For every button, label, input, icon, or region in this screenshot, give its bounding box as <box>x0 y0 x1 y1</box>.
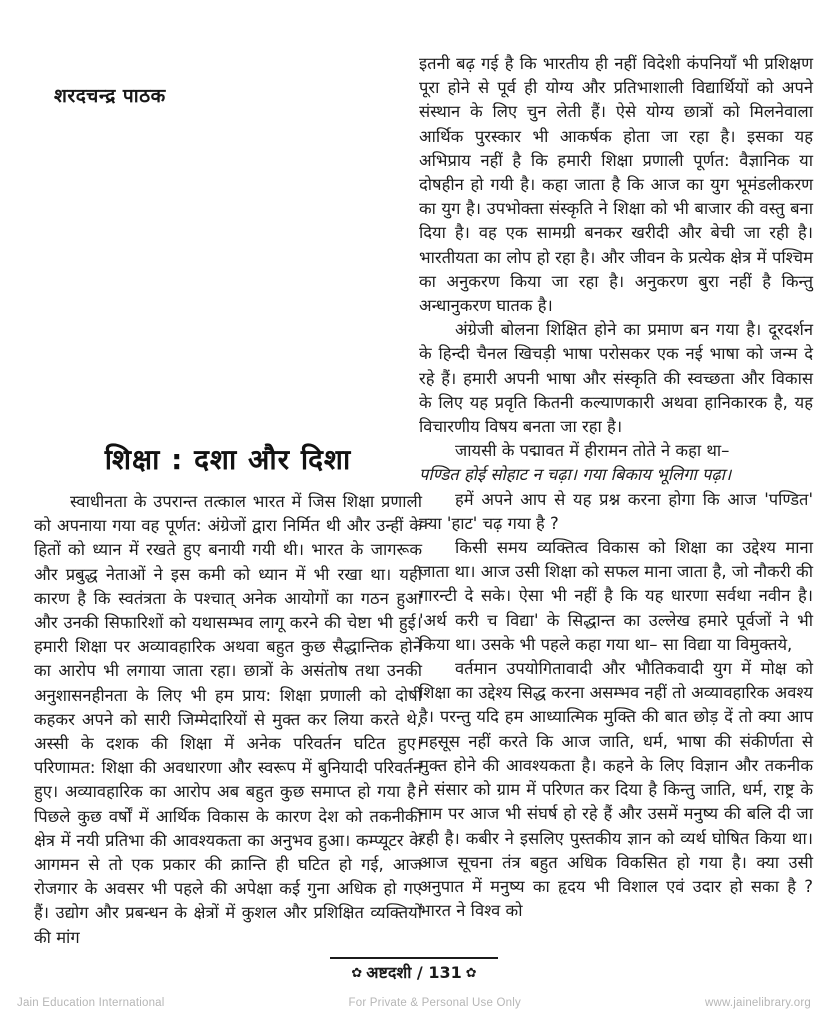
article-title: शिक्षा : दशा और दिशा <box>104 443 352 476</box>
right-column-paragraph-5: हमें अपने आप से यह प्रश्न करना होगा कि आज 'पण्डित' क्या 'हाट' चढ़ गया है ? <box>419 489 813 533</box>
right-column <box>419 52 813 923</box>
footer-rule <box>330 957 498 959</box>
publisher-credit: Jain Education International <box>17 997 165 1009</box>
right-column-paragraph-6: किसी समय व्यक्तित्व विकास को शिक्षा का उद्देश्य माना जाता था। आज उसी शिक्षा को सफल माना जाता है, जो नौकरी की गारन्टी दे सके। ऐसा भी नहीं है कि यह धारणा सर्वथा नवीन है। 'अर्थ करी च विद्या' के सिद्धान्त का उल्लेख हमारे पूर्वजों ने भी किया था। उसके भी पहले कहा गया था– सा विद्या या विमुक्तये, <box>419 538 813 654</box>
author-name: शरदचन्द्र पाठक <box>54 85 166 107</box>
left-column <box>34 440 422 950</box>
flower-ornament-icon: ✿ <box>465 966 477 981</box>
page-footer <box>0 957 828 983</box>
usage-notice: For Private & Personal Use Only <box>348 997 521 1009</box>
quoted-verse: पण्डित होई सोहाट न चढ़ा। गया बिकाय भूलिगा पढ़ा। <box>419 465 732 485</box>
flower-ornament-icon: ✿ <box>351 966 363 981</box>
right-column-paragraph-1: इतनी बढ़ गई है कि भारतीय ही नहीं विदेशी कंपनियाँ भी प्रशिक्षण पूरा होने से पूर्व ही योग्य और प्रतिभाशाली विद्यार्थियों को अपने संस्थान के लिए चुन लेती हैं। ऐसे योग्य छात्रों को मिलनेवाला आर्थिक पुरस्कार भी आकर्षक होता जा रहा है। इसका यह अभिप्राय नहीं है कि हमारी शिक्षा प्रणाली पूर्णत: वैज्ञानिक या दोषहीन हो गयी है। कहा जाता है कि आज का युग भूमंडलीकरण का युग है। उपभोक्ता संस्कृति ने शिक्षा को भी बाजार की वस्तु बना दिया है। वह एक सामग्री बनकर खरीदी और बेची जा रही है। भारतीयता का लोप हो रहा है। और जीवन के प्रत्येक क्षेत्र में पश्चिम का अनुकरण किया जा रहा है। अनुकरण बुरा नहीं है किन्तु अन्धानुकरण घातक है। <box>419 54 813 316</box>
left-column-paragraph: स्वाधीनता के उपरान्त तत्काल भारत में जिस शिक्षा प्रणाली को अपनाया गया वह पूर्णत: अंग्रेजों द्वारा निर्मित थी और उन्हीं के हितों को ध्यान में रखते हुए बनायी गयी थी। भारत के जागरूक और प्रबुद्ध नेताओं ने इस कमी को ध्यान में भी रखा था। यही कारण है कि स्वतंत्रता के पश्चात् अनेक आयोगों का गठन हुआ और उनकी सिफारिशों को यथासम्भव लागू करने की चेष्टा भी हुई। हमारी शिक्षा पर अव्यावहारिक अथवा बहुत कुछ सैद्धान्तिक होने का आरोप भी लगाया जाता रहा। छात्रों के असंतोष तथा उनकी अनुशासनहीनता के लिए भी हम प्राय: शिक्षा प्रणाली को दोषी कहकर अपने को सारी जिम्मेदारियों से मुक्त कर लिया करते थे, अस्सी के दशक की शिक्षा में अनेक परिवर्तन घटित हुए। परिणामत: शिक्षा की अवधारणा और स्वरूप में बुनियादी परिवर्तन हुए। अव्यावहारिक का आरोप अब बहुत कुछ समाप्त हो गया है। पिछले कुछ वर्षों में आर्थिक विकास के कारण देश को तकनीकी क्षेत्र में नयी प्रतिभा की आवश्यकता का अनुभव हुआ। कम्प्यूटर के आगमन से तो एक प्रकार की क्रान्ति ही घटित हो गई, आज रोजगार के अवसर भी पहले की अपेक्षा कई गुना अधिक हो गए हैं। उद्योग और प्रबन्धन के क्षेत्रों में कुशल और प्रशिक्षित व्यक्तियों की मांग <box>34 492 422 947</box>
right-column-paragraph-2: अंग्रेजी बोलना शिक्षित होने का प्रमाण बन गया है। दूरदर्शन के हिन्दी चैनल खिचड़ी भाषा परोसकर एक नई भाषा को जन्म दे रहे हैं। हमारी अपनी भाषा और संस्कृति की स्वच्छता और विकास के लिए यह प्रवृति कितनी कल्याणकारी अथवा हानिकारक है, यह विचारणीय विषय बनता जा रहा है। <box>419 320 813 437</box>
book-title-page-number: अष्टदशी / 131 <box>366 963 462 982</box>
right-column-paragraph-7: वर्तमान उपयोगितावादी और भौतिकवादी युग में मोक्ष को शिक्षा का उद्देश्य सिद्ध करना असम्भव नहीं तो अव्यावहारिक अवश्य है। परन्तु यदि हम आध्यात्मिक मुक्ति की बात छोड़ दें तो क्या आप महसूस नहीं करते कि आज जाति, धर्म, भाषा की संकीर्णता से मुक्त होने की आवश्यकता है। कहने के लिए विज्ञान और तकनीक ने संसार को ग्राम में परिणत कर दिया है किन्तु जाति, धर्म, राष्ट्र के नाम पर आज भी संघर्ष हो रहे हैं और उसमें मनुष्य की बलि दी जा रही है। कबीर ने इसलिए पुस्तकीय ज्ञान को व्यर्थ घोषित किया था। आज सूचना तंत्र बहुत अधिक विकसित हो गया है। क्या उसी अनुपात में मनुष्य का हृदय भी विशाल एवं उदार हो सका है ? भारत ने विश्व को <box>419 659 813 921</box>
scan-watermark-bar <box>0 997 828 1009</box>
page-number-line <box>0 961 828 983</box>
right-column-paragraph-3: जायसी के पद्मावत में हीरामन तोते ने कहा था– <box>455 441 730 461</box>
library-url: www.jainelibrary.org <box>704 997 811 1009</box>
